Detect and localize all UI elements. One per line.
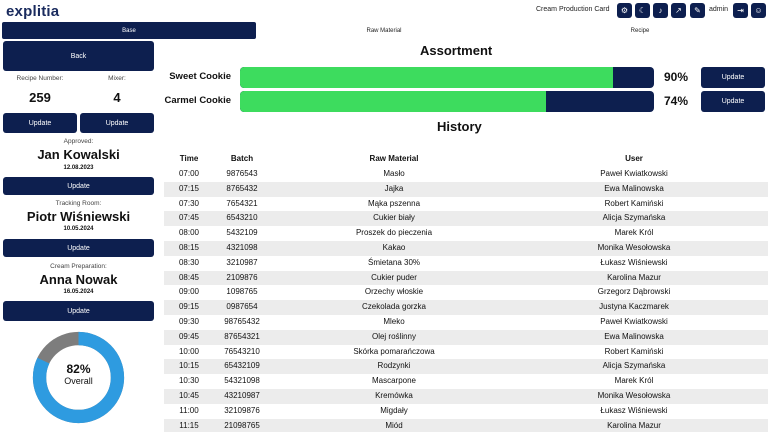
cell-raw-material: Czekolada gorzka <box>361 302 427 312</box>
table-header <box>164 152 768 165</box>
table-row <box>164 330 768 345</box>
cell-user: Monika Wesołowska <box>597 391 671 400</box>
cell-raw-material: Proszek do pieczenia <box>355 228 433 238</box>
progress-bar <box>240 67 654 88</box>
cell-user: Robert Kamiński <box>604 198 664 208</box>
table-row <box>164 389 768 404</box>
progress-fill <box>240 91 546 112</box>
cell-raw-material: Kremówka <box>375 391 413 400</box>
table-row <box>164 419 768 432</box>
mixer-value: 4 <box>113 90 121 105</box>
mixer-update-button[interactable]: Update <box>80 113 154 133</box>
table-row <box>164 182 768 197</box>
tab-bar <box>0 22 768 39</box>
cell-user: Marek Król <box>614 228 654 238</box>
cream-preparation-date: 16.05.2024 <box>63 289 94 295</box>
bell-icon[interactable]: ♪ <box>653 3 668 18</box>
cell-batch: 1098765 <box>226 287 258 297</box>
recipe-update-button[interactable]: Update <box>3 113 77 133</box>
user-name: admin <box>709 6 729 13</box>
table-row <box>164 226 768 241</box>
card-title: Cream Production Card <box>536 6 610 13</box>
mixer-label: Mixer: <box>108 75 126 82</box>
export-icon[interactable]: ↗ <box>671 3 686 18</box>
cell-batch: 4321098 <box>226 243 258 252</box>
cell-batch: 21098765 <box>224 420 260 430</box>
cell-user: Paweł Kwiatkowski <box>600 169 668 178</box>
cell-user: Marek Król <box>614 376 654 386</box>
table-row <box>164 241 768 256</box>
cell-batch: 76543210 <box>224 346 260 356</box>
cell-batch: 5432109 <box>226 228 258 238</box>
cell-user: Robert Kamiński <box>604 346 664 356</box>
user-icon[interactable]: ☺ <box>751 3 766 18</box>
table-row <box>164 167 768 182</box>
cell-time: 10:45 <box>178 391 200 400</box>
cell-time: 07:00 <box>178 169 200 178</box>
history-title: History <box>437 119 482 134</box>
tracking-update-button[interactable]: Update <box>3 239 154 257</box>
cell-user: Łukasz Wiśniewski <box>600 405 668 415</box>
back-button[interactable]: Back <box>3 41 154 71</box>
edit-icon[interactable]: ✎ <box>690 3 705 18</box>
cell-raw-material: Cukier biały <box>373 213 415 223</box>
cell-time: 07:15 <box>178 183 200 193</box>
cell-time: 09:30 <box>178 317 200 326</box>
cell-time: 08:00 <box>178 228 200 238</box>
table-row <box>164 285 768 300</box>
cell-raw-material: Skórka pomarańczowa <box>353 346 435 356</box>
cell-user: Ewa Malinowska <box>604 183 664 193</box>
cell-user: Justyna Kaczmarek <box>599 302 669 312</box>
cell-batch: 6543210 <box>226 213 258 223</box>
table-row <box>164 300 768 315</box>
progress-bar <box>240 91 654 112</box>
cell-batch: 3210987 <box>226 257 258 267</box>
cell-time: 11:15 <box>179 420 199 430</box>
cream-update-button[interactable]: Update <box>3 301 154 321</box>
cell-raw-material: Mascarpone <box>371 376 417 386</box>
cell-time: 10:30 <box>178 376 200 386</box>
cell-batch: 8765432 <box>226 183 258 193</box>
cell-user: Łukasz Wiśniewski <box>600 257 668 267</box>
table-row <box>164 315 768 330</box>
settings-icon[interactable]: ⚙ <box>617 3 632 18</box>
cell-user: Karolina Mazur <box>607 272 661 282</box>
column-raw-material: Raw Material <box>369 154 419 163</box>
cell-time: 09:00 <box>178 287 200 297</box>
cell-batch: 87654321 <box>224 331 260 341</box>
cell-raw-material: Migdały <box>380 405 408 415</box>
cell-batch: 7654321 <box>226 198 258 208</box>
tab-raw-material[interactable]: Raw Material <box>366 27 402 34</box>
cream-preparation-label: Cream Preparation: <box>50 263 107 270</box>
cell-user: Monika Wesołowska <box>597 243 671 252</box>
recipe-number-value: 259 <box>29 90 51 105</box>
table-row <box>164 404 768 419</box>
tab-recipe[interactable]: Recipe <box>630 27 650 34</box>
cell-raw-material: Mąka pszenna <box>367 198 421 208</box>
cell-time: 09:45 <box>178 331 200 341</box>
cell-raw-material: Masło <box>383 169 405 178</box>
table-row <box>164 359 768 374</box>
cell-batch: 43210987 <box>224 391 260 400</box>
logo: explitia <box>6 3 60 20</box>
progress-fill <box>240 67 613 88</box>
cell-batch: 54321098 <box>224 376 260 386</box>
cell-user: Ewa Malinowska <box>604 331 664 341</box>
cell-raw-material: Orzechy włoskie <box>364 287 424 297</box>
assortment-update-button[interactable]: Update <box>701 91 765 112</box>
assortment-update-button[interactable]: Update <box>701 67 765 88</box>
cell-batch: 9876543 <box>226 169 258 178</box>
assortment-title: Assortment <box>420 43 493 58</box>
product-name: Carmel Cookie <box>164 95 231 106</box>
product-name: Sweet Cookie <box>169 71 231 82</box>
product-percent: 90% <box>664 70 689 84</box>
cell-time: 08:15 <box>178 243 200 252</box>
cell-raw-material: Miód <box>385 420 403 430</box>
cell-user: Grzegorz Dąbrowski <box>597 287 671 297</box>
table-row <box>164 271 768 286</box>
cell-time: 07:30 <box>178 198 200 208</box>
cell-batch: 2109876 <box>226 272 258 282</box>
cell-raw-material: Kakao <box>382 243 406 252</box>
cell-user: Alicja Szymańska <box>602 361 666 371</box>
cell-batch: 0987654 <box>226 302 258 312</box>
cell-user: Paweł Kwiatkowski <box>600 317 668 326</box>
column-batch: Batch <box>230 154 254 163</box>
product-percent: 74% <box>664 94 689 108</box>
approved-label: Approved: <box>63 138 94 145</box>
cell-raw-material: Mleko <box>383 317 405 326</box>
cell-batch: 32109876 <box>224 405 260 415</box>
tab-base[interactable]: Base <box>2 22 256 39</box>
cream-preparation-name: Anna Nowak <box>39 272 118 287</box>
table-row <box>164 374 768 389</box>
cell-time: 07:45 <box>178 213 200 223</box>
column-user: User <box>625 154 643 163</box>
overall-percent: 82% <box>66 362 91 376</box>
cell-time: 09:15 <box>178 302 200 312</box>
cell-batch: 98765432 <box>224 317 260 326</box>
approved-date: 12.08.2023 <box>63 165 94 171</box>
logout-icon[interactable]: ⇥ <box>733 3 748 18</box>
recipe-number-label: Recipe Number: <box>16 75 64 82</box>
moon-icon[interactable]: ☾ <box>635 3 650 18</box>
tracking-room-date: 10.05.2024 <box>63 226 94 232</box>
cell-time: 10:15 <box>178 361 200 371</box>
cell-user: Alicja Szymańska <box>602 213 666 223</box>
tracking-room-label: Tracking Room: <box>55 200 102 207</box>
cell-time: 08:30 <box>178 257 200 267</box>
cell-time: 11:00 <box>179 405 199 415</box>
table-row <box>164 256 768 271</box>
cell-time: 08:45 <box>178 272 200 282</box>
approved-update-button[interactable]: Update <box>3 177 154 195</box>
table-row <box>164 197 768 212</box>
donut-label <box>31 362 126 386</box>
table-row <box>164 345 768 360</box>
column-time: Time <box>179 154 199 163</box>
cell-user: Karolina Mazur <box>607 420 661 430</box>
tracking-room-name: Piotr Wiśniewski <box>26 209 131 224</box>
overall-label: Overall <box>64 376 93 386</box>
table-row <box>164 211 768 226</box>
cell-raw-material: Jajka <box>384 183 404 193</box>
cell-raw-material: Śmietana 30% <box>367 257 421 267</box>
cell-raw-material: Olej roślinny <box>371 331 416 341</box>
cell-raw-material: Cukier puder <box>371 272 417 282</box>
cell-batch: 65432109 <box>224 361 260 371</box>
cell-time: 10:00 <box>178 346 200 356</box>
cell-raw-material: Rodzynki <box>377 361 411 371</box>
top-bar <box>0 0 768 22</box>
approved-name: Jan Kowalski <box>37 147 120 162</box>
